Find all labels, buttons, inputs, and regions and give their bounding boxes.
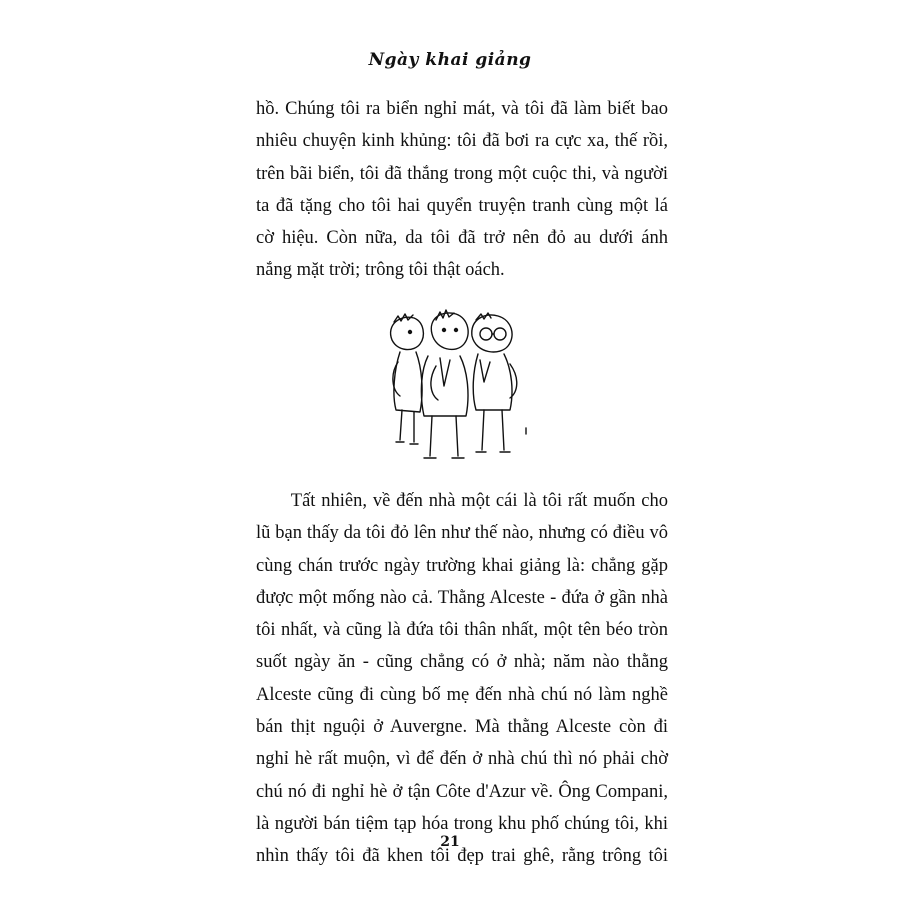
paragraph-2 xyxy=(256,485,668,873)
page-number: 21 xyxy=(440,834,460,850)
paragraph-1 xyxy=(256,93,668,287)
text-line: cùng chán trước ngày trường khai giảng là: chẳng gặp xyxy=(256,555,668,576)
text-line: nghỉ hè rất muộn, vì để đến ở nhà chú thì nó phải chờ xyxy=(256,749,668,770)
text-line: là người bán tiệm tạp hóa trong khu phố chúng tôi, khi xyxy=(256,813,668,834)
text-line: trên bãi biển, tôi đã thắng trong một cuộc thi, và người xyxy=(256,163,668,184)
text-line: được một mống nào cả. Thằng Alceste - đứa ở gần nhà xyxy=(256,587,668,608)
text-line: Tất nhiên, về đến nhà một cái là tôi rất muốn cho xyxy=(256,491,668,511)
text-line: hồ. Chúng tôi ra biển nghỉ mát, và tôi đã làm biết bao xyxy=(256,99,668,119)
text-line: tôi nhất, và cũng là đứa tôi thân nhất, một tên béo tròn xyxy=(256,620,668,641)
text-line: Alceste cũng đi cùng bố mẹ đến nhà chú nó làm nghề xyxy=(256,684,668,705)
text-line: nhiêu chuyện kinh khủng: tôi đã bơi ra cực xa, thế rồi, xyxy=(256,131,668,152)
running-header: Ngày khai giảng xyxy=(368,50,532,70)
text-line: cờ hiệu. Còn nữa, da tôi đã trở nên đỏ au dưới ánh xyxy=(256,228,668,249)
text-line: bán thịt nguội ở Auvergne. Mà thằng Alceste còn đi xyxy=(256,717,668,738)
text-line: ta đã tặng cho tôi hai quyển truyện tranh cùng một lá xyxy=(256,195,668,216)
text-line: nắng mặt trời; trông tôi thật oách. xyxy=(256,260,505,281)
text-line: lũ bạn thấy da tôi đỏ lên như thế nào, nhưng có điều vô xyxy=(256,523,668,544)
text-line: nhìn thấy tôi đã khen tôi đẹp trai ghê, rằng trông tôi xyxy=(256,846,668,867)
three-boys-sketch-icon xyxy=(380,300,530,465)
text-line: chú nó đi nghỉ hè ở tận Côte d'Azur về. Ông Compani, xyxy=(256,781,668,802)
text-line: suốt ngày ăn - cũng chẳng có ở nhà; năm nào thằng xyxy=(256,652,668,673)
